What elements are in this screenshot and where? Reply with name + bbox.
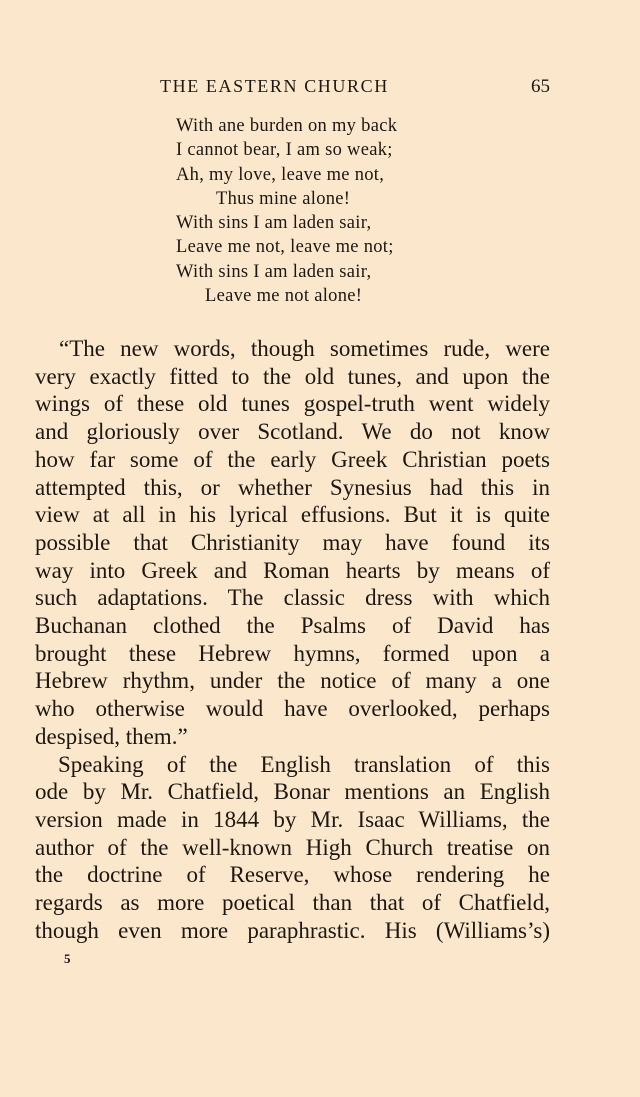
verse-line: With ane burden on my back (176, 116, 398, 136)
paragraph-line: very exactly fitted to the old tunes, and upon the (35, 363, 550, 389)
paragraph-line: view at all in his lyrical effusions. But it is quite (35, 502, 550, 528)
paragraph-line: though even more paraphrastic. His (Williams’s) (35, 917, 550, 943)
paragraph-line: Buchanan clothed the Psalms of David has (35, 613, 550, 639)
page-number: 65 (531, 76, 550, 97)
paragraph-line: the doctrine of Reserve, whose rendering he (35, 862, 550, 888)
verse-line: I cannot bear, I am so weak; (176, 140, 393, 161)
verse-line: Thus mine alone! (216, 188, 351, 209)
paragraph-line: regards as more poetical than that of Chatfield, (35, 890, 550, 916)
paragraph-line: wings of these old tunes gospel-truth went widely (35, 391, 550, 417)
paragraph-line: version made in 1844 by Mr. Isaac Williams, the (35, 806, 550, 832)
verse-line: With sins I am laden sair, (176, 213, 372, 234)
verse-line: Leave me not alone! (205, 286, 363, 307)
paragraph-line: Hebrew rhythm, under the notice of many a one (35, 668, 550, 694)
paragraph-line: author of the well-known High Church treatise on (35, 834, 550, 860)
paragraph-line: “The new words, though sometimes rude, were (59, 336, 550, 361)
paragraph-line: attempted this, or whether Synesius had this in (35, 474, 550, 500)
paragraph-line: and gloriously over Scotland. We do not know (35, 419, 550, 445)
signature-mark: 5 (64, 951, 71, 966)
verse-line: Leave me not, leave me not; (176, 237, 394, 258)
verse-line: Ah, my love, leave me not, (176, 164, 385, 185)
paragraph-line: such adaptations. The classic dress with which (35, 585, 550, 611)
running-head-title: THE EASTERN CHURCH (160, 76, 389, 96)
paragraph-line: how far some of the early Greek Christian poets (35, 446, 550, 472)
paragraph-line: Speaking of the English translation of this (58, 751, 550, 777)
paragraph-line: brought these Hebrew hymns, formed upon a (35, 640, 550, 666)
paragraph-line: who otherwise would have overlooked, perhaps (35, 696, 550, 722)
paragraph-line: ode by Mr. Chatfield, Bonar mentions an English (35, 779, 550, 805)
verse-line: With sins I am laden sair, (176, 261, 372, 282)
paragraph-line: possible that Christianity may have found its (35, 529, 550, 555)
paragraph-line: despised, them.” (35, 723, 188, 749)
paragraph-line: way into Greek and Roman hearts by means of (35, 557, 550, 583)
verse-block (176, 114, 397, 308)
body-text (35, 335, 550, 944)
